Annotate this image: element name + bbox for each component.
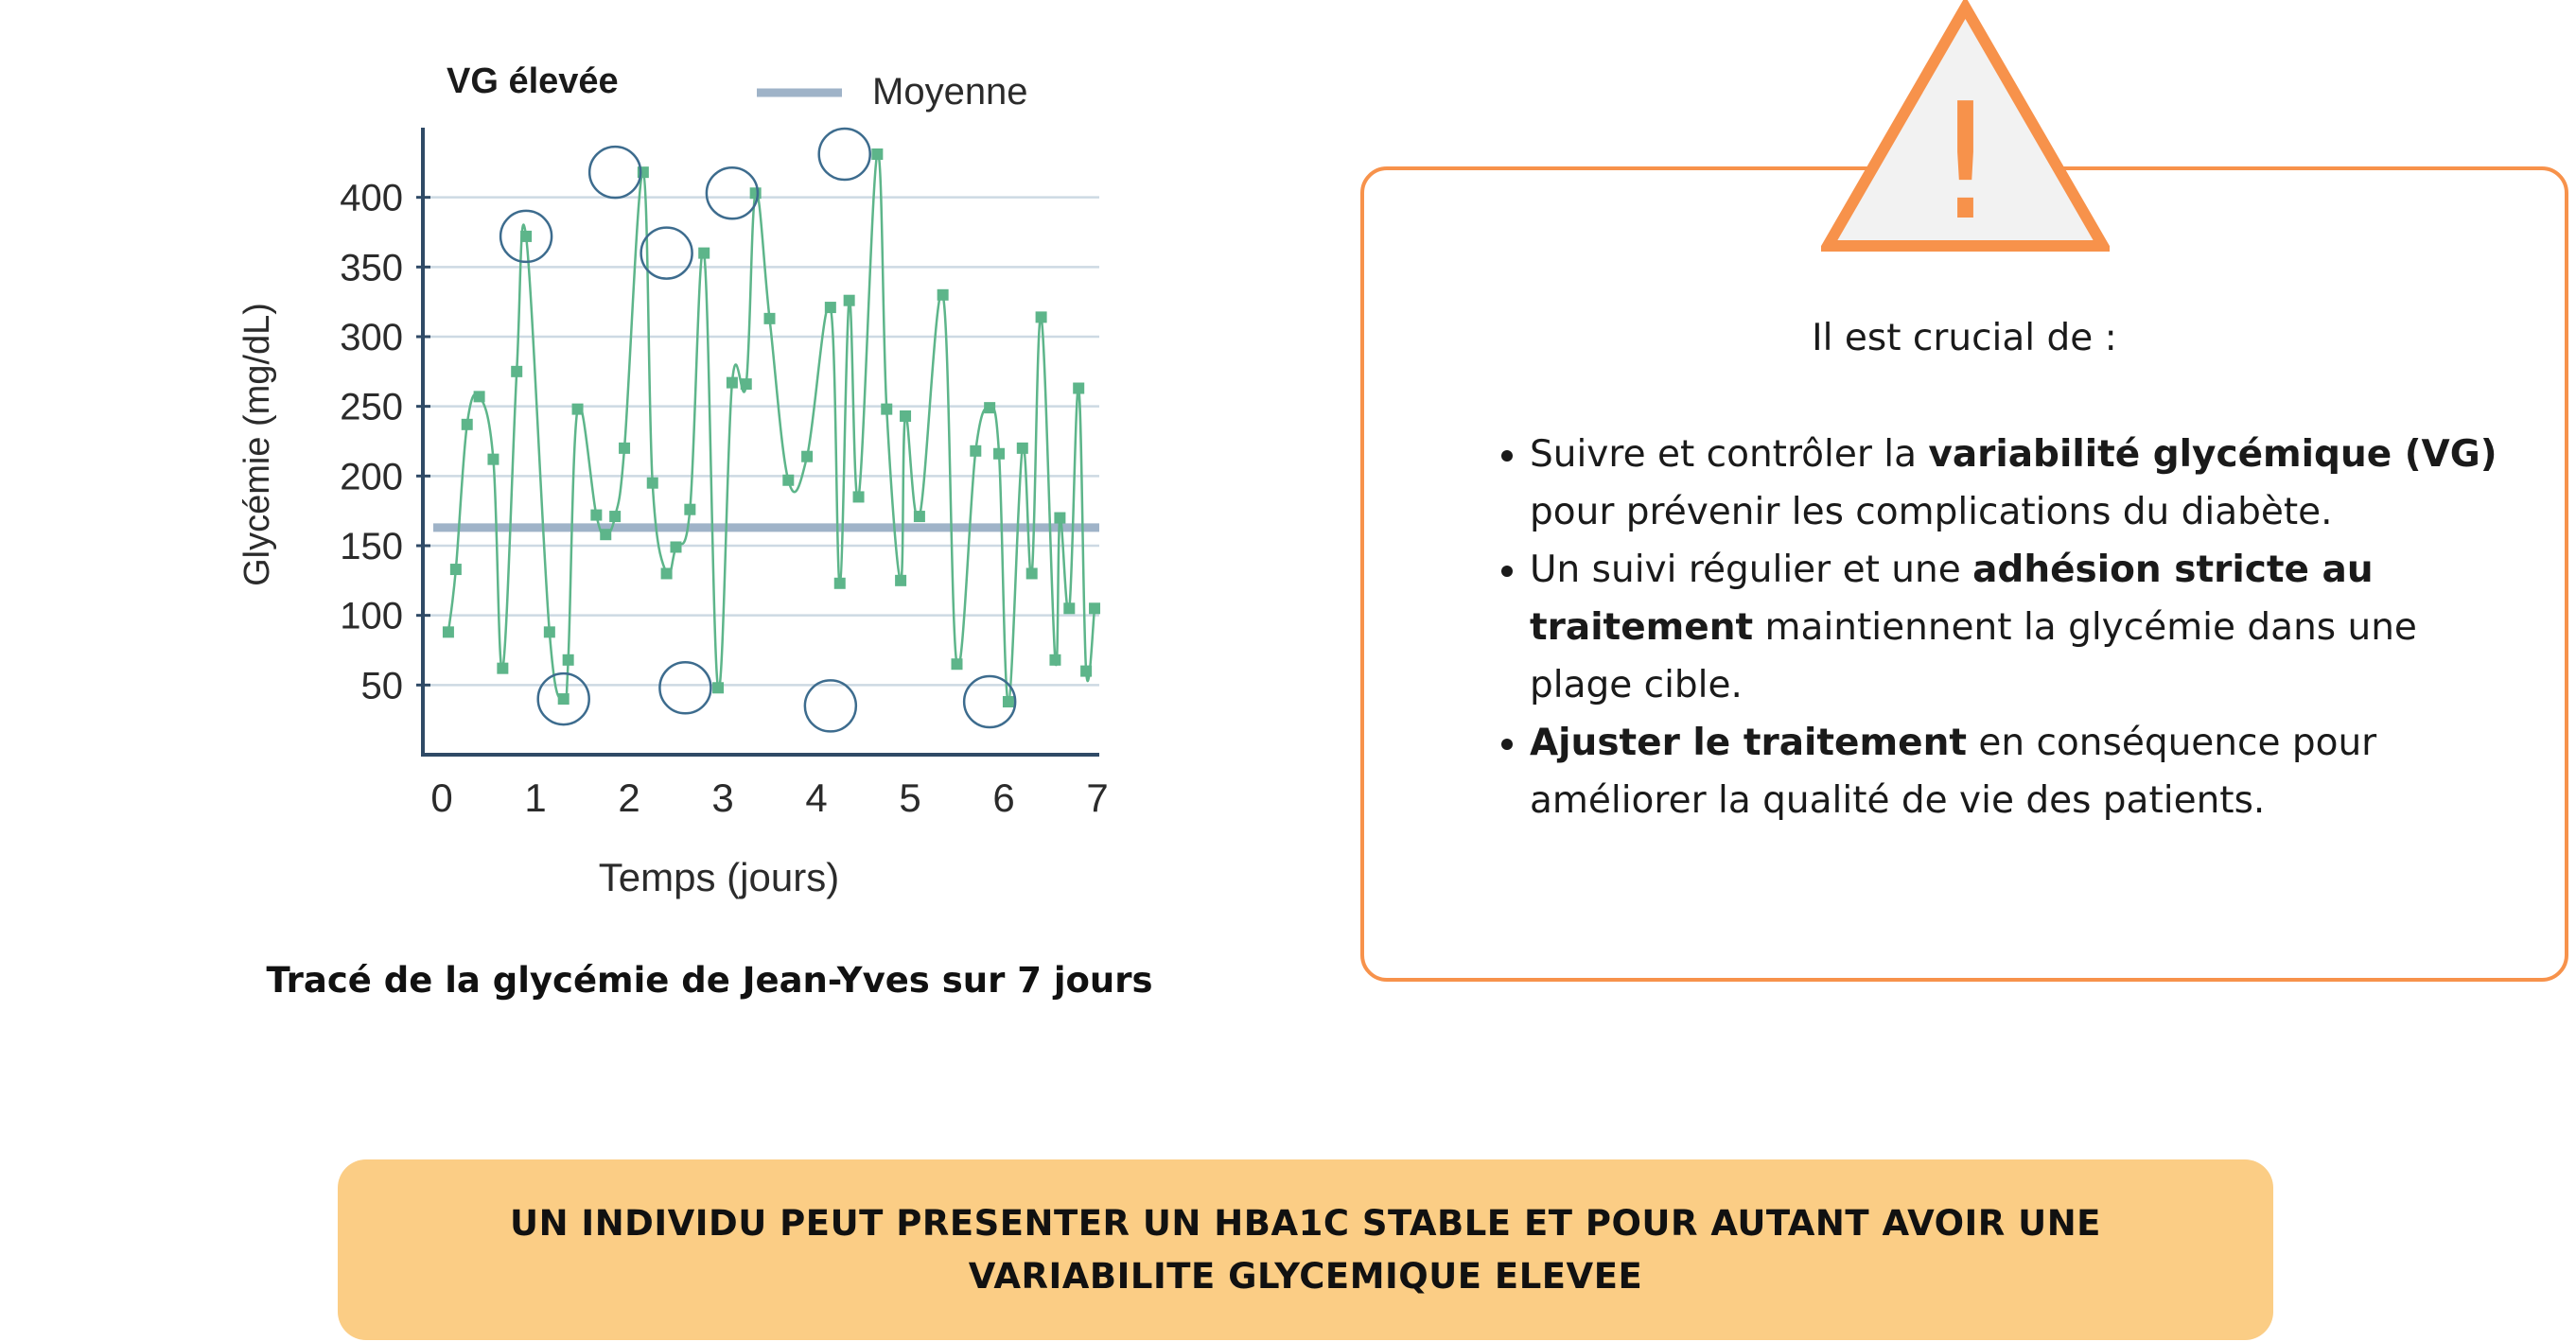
data-point bbox=[782, 475, 794, 486]
banner-text: UN INDIVIDU PEUT PRESENTER UN HBA1C STABLE ET POUR AUTANT AVOIR UNE VARIABILITE GLYCEMIQUE ELEVEE bbox=[510, 1202, 2101, 1297]
data-point bbox=[764, 313, 776, 324]
y-tick-labels bbox=[340, 178, 430, 707]
x-tick-labels bbox=[430, 776, 1108, 820]
series-line bbox=[448, 153, 1095, 703]
data-point bbox=[698, 248, 710, 259]
x-tick-label: 3 bbox=[711, 776, 734, 820]
x-axis-label: Temps (jours) bbox=[598, 855, 840, 899]
list-item: • Suivre et contrôler la variabilité glycémique (VG) pour prévenir les complications du diabète. bbox=[1530, 426, 2498, 541]
data-point bbox=[572, 404, 584, 415]
x-tick-label: 1 bbox=[524, 776, 547, 820]
data-point bbox=[881, 404, 892, 415]
chart-title: VG élevée bbox=[447, 61, 619, 101]
data-point bbox=[443, 626, 454, 637]
data-point bbox=[727, 377, 738, 389]
chart-caption: Tracé de la glycémie de Jean-Yves sur 7 jours bbox=[266, 960, 1153, 1001]
data-point bbox=[1054, 513, 1065, 524]
data-point bbox=[844, 295, 855, 306]
data-point bbox=[825, 302, 836, 313]
data-point bbox=[750, 187, 762, 199]
highlight-circle bbox=[659, 662, 710, 713]
data-point bbox=[558, 693, 570, 705]
data-point bbox=[853, 491, 865, 502]
highlight-circle bbox=[819, 129, 870, 180]
data-point bbox=[741, 378, 752, 390]
data-point bbox=[1080, 666, 1092, 677]
warning-icon bbox=[1821, 0, 2110, 253]
x-tick-label: 2 bbox=[618, 776, 640, 820]
y-axis-label: Glycémie (mg/dL) bbox=[237, 303, 277, 586]
recommendations-panel bbox=[1360, 166, 2568, 982]
data-point bbox=[914, 511, 925, 522]
data-point bbox=[1026, 567, 1038, 579]
x-tick-label: 5 bbox=[899, 776, 921, 820]
data-point bbox=[970, 445, 981, 457]
data-point bbox=[1017, 443, 1028, 454]
data-point bbox=[712, 682, 724, 693]
data-point bbox=[609, 511, 621, 522]
data-point bbox=[984, 402, 995, 413]
data-point bbox=[1063, 602, 1075, 614]
y-tick-label: 250 bbox=[340, 386, 403, 428]
data-point bbox=[834, 578, 846, 589]
data-point bbox=[544, 626, 555, 637]
data-point bbox=[671, 541, 682, 552]
x-tick-label: 4 bbox=[805, 776, 828, 820]
data-point bbox=[647, 478, 658, 489]
highlight-circle bbox=[805, 680, 856, 731]
x-tick-label: 6 bbox=[992, 776, 1015, 820]
x-tick-label: 0 bbox=[430, 776, 453, 820]
legend-label: Moyenne bbox=[872, 71, 1028, 113]
data-point bbox=[450, 564, 462, 575]
data-point bbox=[1073, 383, 1084, 394]
list-item: • Ajuster le traitement en conséquence pour améliorer la qualité de vie des patients. bbox=[1530, 714, 2498, 829]
data-point bbox=[1003, 696, 1014, 707]
data-point bbox=[1036, 311, 1047, 322]
data-point bbox=[563, 654, 574, 666]
data-point bbox=[462, 419, 473, 430]
data-point bbox=[590, 510, 602, 521]
data-point bbox=[801, 451, 813, 462]
data-point bbox=[900, 410, 911, 422]
glycemia-chart bbox=[189, 19, 1211, 927]
data-point bbox=[684, 504, 695, 515]
data-point bbox=[520, 231, 532, 242]
data-point bbox=[1089, 602, 1100, 614]
panel-intro: Il est crucial de : bbox=[1812, 317, 2117, 359]
svg-text:!: ! bbox=[1933, 69, 1998, 253]
y-tick-label: 400 bbox=[340, 177, 403, 219]
data-point bbox=[661, 567, 673, 579]
y-tick-label: 50 bbox=[360, 665, 403, 707]
y-tick-label: 150 bbox=[340, 526, 403, 567]
y-tick-label: 350 bbox=[340, 247, 403, 289]
data-points bbox=[443, 148, 1100, 707]
y-tick-label: 100 bbox=[340, 595, 403, 637]
data-point bbox=[600, 529, 611, 540]
data-point bbox=[619, 443, 630, 454]
y-tick-label: 200 bbox=[340, 456, 403, 498]
recommendations-list bbox=[1482, 426, 2498, 829]
data-point bbox=[511, 366, 522, 377]
data-point bbox=[474, 391, 485, 402]
highlight-circles bbox=[500, 129, 1015, 731]
data-point bbox=[993, 448, 1005, 460]
highlight-circle bbox=[641, 228, 692, 279]
data-point bbox=[1049, 654, 1060, 666]
data-point bbox=[938, 289, 949, 301]
x-tick-label: 7 bbox=[1086, 776, 1109, 820]
data-point bbox=[952, 658, 963, 670]
data-point bbox=[487, 454, 499, 465]
highlight-circle bbox=[589, 147, 640, 198]
data-point bbox=[895, 575, 906, 586]
y-tick-label: 300 bbox=[340, 317, 403, 358]
key-message-banner bbox=[338, 1159, 2273, 1340]
data-point bbox=[497, 663, 508, 674]
data-point bbox=[871, 148, 883, 160]
list-item: • Un suivi régulier et une adhésion stricte au traitement maintiennent la glycémie dans une plage cible. bbox=[1530, 541, 2498, 714]
